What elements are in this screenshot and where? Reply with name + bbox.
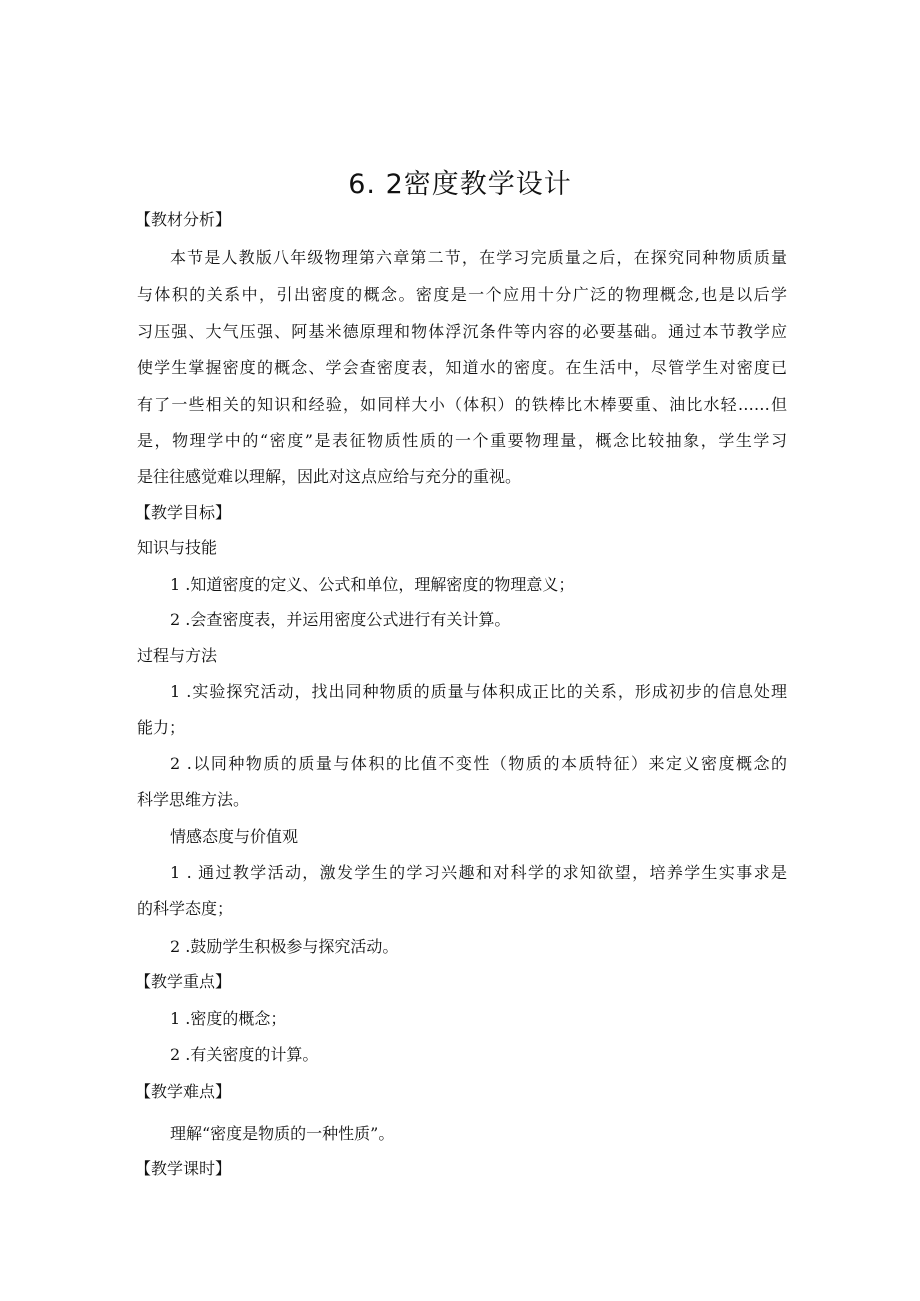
knowledge-heading: 知识与技能 bbox=[137, 538, 218, 557]
key-item-1: 1 .密度的概念； bbox=[170, 1009, 287, 1028]
key-heading: 【教学重点】 bbox=[135, 972, 232, 991]
difficult-item-1: 理解“密度是物质的一种性质”。 bbox=[170, 1124, 395, 1143]
emotion-item-1: 1 . 通过教学活动，激发学生的学习兴趣和对科学的求知欲望，培养学生实事求是 bbox=[170, 863, 787, 882]
process-item-1: 1 .实验探究活动，找出同种物质的质量与体积成正比的关系，形成初步的信息处理 bbox=[170, 682, 787, 701]
analysis-line: 与体积的关系中，引出密度的概念。密度是一个应用十分广泛的物理概念,也是以后学 bbox=[137, 285, 787, 304]
analysis-heading: 【教材分析】 bbox=[135, 210, 232, 229]
emotion-item-2: 2 .鼓励学生积极参与探究活动。 bbox=[170, 937, 399, 956]
analysis-line: 习压强、大气压强、阿基米德原理和物体浮沉条件等内容的必要基础。通过本节教学应 bbox=[137, 322, 787, 341]
process-item-2-cont: 科学思维方法。 bbox=[137, 790, 250, 809]
difficult-heading: 【教学难点】 bbox=[135, 1082, 232, 1101]
process-item-1-cont: 能力； bbox=[137, 718, 186, 737]
emotion-item-1-cont: 的科学态度； bbox=[137, 899, 234, 918]
process-heading: 过程与方法 bbox=[137, 646, 218, 665]
analysis-line: 有了一些相关的知识和经验，如同样大小（体积）的铁棒比木棒要重、油比水轻……但 bbox=[137, 395, 787, 414]
process-item-2: 2 .以同种物质的质量与体积的比值不变性（物质的本质特征）来定义密度概念的 bbox=[170, 754, 787, 773]
period-heading: 【教学课时】 bbox=[135, 1159, 232, 1178]
goals-heading: 【教学目标】 bbox=[135, 503, 232, 522]
analysis-line: 使学生掌握密度的概念、学会查密度表，知道水的密度。在生活中，尽管学生对密度已 bbox=[137, 358, 787, 377]
document-title: 6. 2密度教学设计 bbox=[348, 169, 572, 200]
analysis-line: 是，物理学中的“密度”是表征物质性质的一个重要物理量，概念比较抽象，学生学习 bbox=[137, 431, 787, 450]
analysis-line: 本节是人教版八年级物理第六章第二节，在学习完质量之后，在探究同种物质质量 bbox=[170, 248, 787, 267]
emotion-heading: 情感态度与价值观 bbox=[170, 827, 299, 846]
knowledge-item-1: 1 .知道密度的定义、公式和单位，理解密度的物理意义； bbox=[170, 575, 575, 594]
analysis-line: 是往往感觉难以理解，因此对这点应给与充分的重视。 bbox=[137, 467, 522, 486]
key-item-2: 2 .有关密度的计算。 bbox=[170, 1045, 319, 1064]
knowledge-item-2: 2 .会查密度表，并运用密度公式进行有关计算。 bbox=[170, 610, 511, 629]
